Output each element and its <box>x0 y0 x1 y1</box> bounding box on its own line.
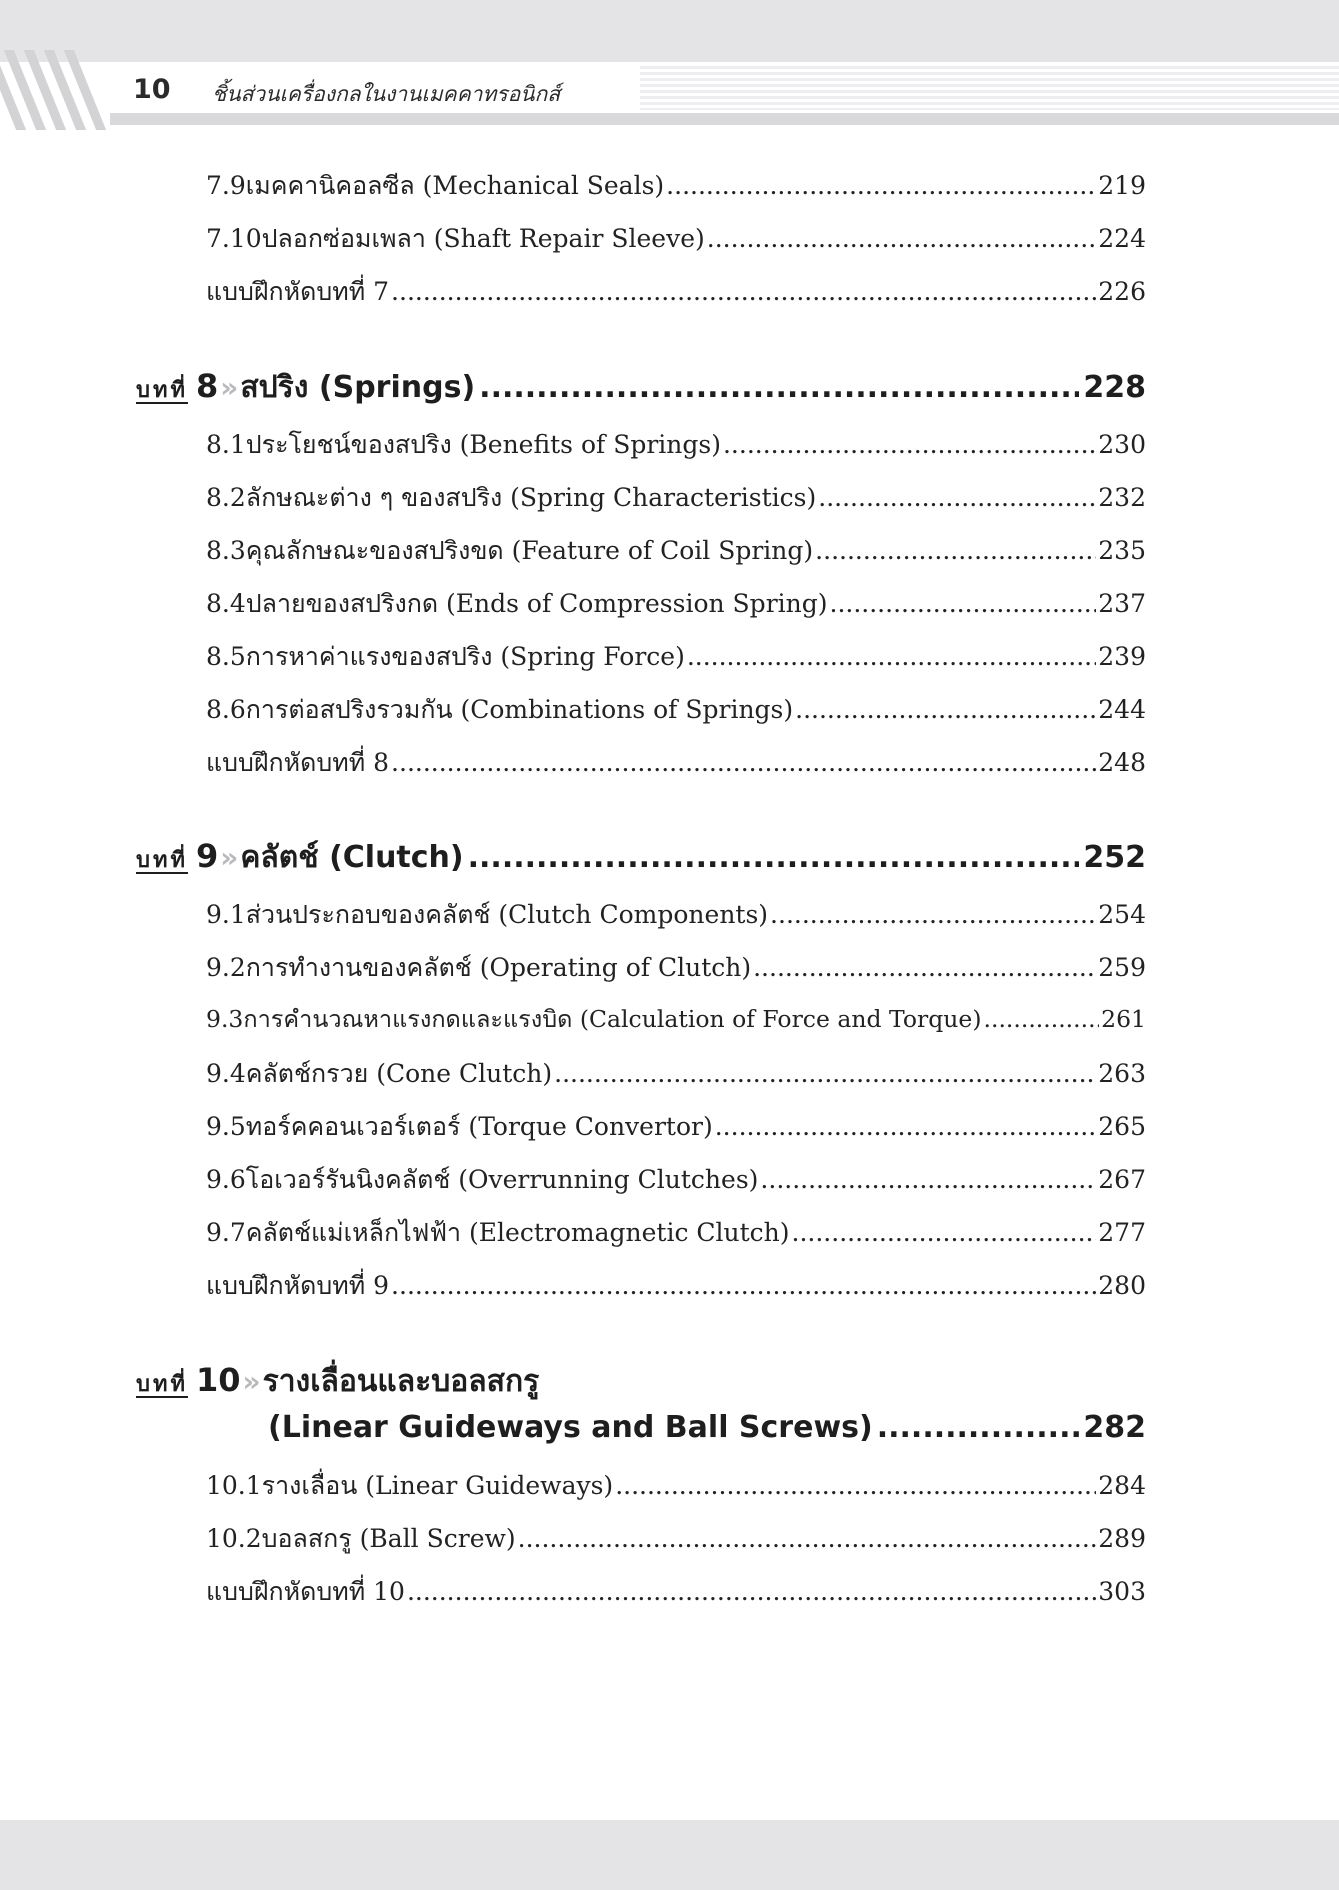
toc-entry[interactable] <box>206 1466 1146 1506</box>
entry-number: 9.7 <box>206 1218 246 1247</box>
toc-entry[interactable] <box>206 948 1146 988</box>
toc-exercise-entry[interactable] <box>206 272 1146 312</box>
chapter-title: คลัตช์ (Clutch) <box>240 840 464 875</box>
dot-leader <box>760 1165 1096 1194</box>
dot-leader <box>818 483 1096 512</box>
entry-page: 303 <box>1098 1577 1146 1606</box>
entry-label: คลัตช์แม่เหล็กไฟฟ้า (Electromagnetic Clutch) <box>245 1218 790 1247</box>
entry-number: 8.3 <box>206 536 246 565</box>
dot-leader <box>792 1218 1097 1247</box>
entry-page: 284 <box>1098 1471 1146 1500</box>
chapter-heading-9[interactable] <box>136 834 1146 881</box>
book-title: ชิ้นส่วนเครื่องกลในงานเมคคาทรอนิกส์ <box>212 82 561 106</box>
bottom-margin-band <box>0 1820 1339 1890</box>
entry-number: 9.6 <box>206 1165 246 1194</box>
chapter-page: 252 <box>1083 840 1146 875</box>
entry-number: 10.2 <box>206 1524 262 1553</box>
toc-entry[interactable] <box>206 1054 1146 1094</box>
dot-leader <box>479 370 1079 405</box>
dot-leader <box>815 536 1096 565</box>
entry-page: 259 <box>1098 953 1146 982</box>
entry-label: ประโยชน์ของสปริง (Benefits of Springs) <box>245 430 721 459</box>
dot-leader <box>518 1524 1097 1553</box>
dot-leader <box>666 171 1096 200</box>
dot-leader <box>554 1059 1096 1088</box>
chapter-word: บทที่ <box>136 848 188 873</box>
entry-label: แบบฝึกหัดบทที่ 9 <box>206 1271 390 1300</box>
dot-leader <box>830 589 1097 618</box>
entry-page: 224 <box>1098 224 1146 253</box>
chapter-page: 282 <box>1083 1410 1146 1445</box>
entry-number: 8.6 <box>206 695 246 724</box>
entry-page: 237 <box>1098 589 1146 618</box>
entry-number: 8.5 <box>206 642 246 671</box>
dot-leader <box>391 1271 1096 1300</box>
chapter-number: 8 <box>195 367 219 405</box>
dot-leader <box>770 900 1096 929</box>
entry-page: 219 <box>1098 171 1146 200</box>
toc-entry[interactable] <box>206 1001 1146 1038</box>
entry-label: การต่อสปริงรวมกัน (Combinations of Springs) <box>245 695 794 724</box>
header-stripe-pattern <box>640 66 1339 110</box>
dot-leader <box>391 277 1096 306</box>
dot-leader <box>468 840 1080 875</box>
entry-label: เมคคานิคอลซีล (Mechanical Seals) <box>245 171 665 200</box>
entry-page: 254 <box>1098 900 1146 929</box>
entry-number: 8.4 <box>206 589 246 618</box>
entry-label: แบบฝึกหัดบทที่ 8 <box>206 748 390 777</box>
entry-number: 7.9 <box>206 171 246 200</box>
dot-leader <box>707 224 1097 253</box>
dot-leader <box>715 1112 1097 1141</box>
chevron-double-right-icon: » <box>220 371 233 404</box>
entry-page: 239 <box>1098 642 1146 671</box>
entry-label: คลัตช์กรวย (Cone Clutch) <box>245 1059 553 1088</box>
page-number: 10 <box>133 74 171 105</box>
entry-label: ส่วนประกอบของคลัตช์ (Clutch Components) <box>245 900 769 929</box>
entry-number: 9.3 <box>206 1005 244 1033</box>
chevron-double-right-icon: » <box>242 1365 255 1398</box>
toc-entry[interactable] <box>206 1107 1146 1147</box>
dot-leader <box>407 1577 1096 1606</box>
entry-number: 9.1 <box>206 900 246 929</box>
chapter-heading-8[interactable] <box>136 364 1146 411</box>
entry-page: 280 <box>1098 1271 1146 1300</box>
toc-entry[interactable] <box>206 1519 1146 1559</box>
entry-label: ทอร์คคอนเวอร์เตอร์ (Torque Convertor) <box>245 1112 713 1141</box>
dot-leader <box>615 1471 1096 1500</box>
entry-number: 8.2 <box>206 483 246 512</box>
dot-leader <box>795 695 1096 724</box>
entry-page: 277 <box>1098 1218 1146 1247</box>
toc-entry[interactable] <box>206 1213 1146 1253</box>
top-margin-band <box>0 0 1339 62</box>
toc-entry[interactable] <box>206 584 1146 624</box>
chapter-heading-10-line2[interactable] <box>268 1410 1146 1445</box>
toc-entry[interactable] <box>206 478 1146 518</box>
toc-entry[interactable] <box>206 1160 1146 1200</box>
toc-entry[interactable] <box>206 895 1146 935</box>
toc-entry[interactable] <box>206 690 1146 730</box>
chapter-title: สปริง (Springs) <box>240 370 476 405</box>
toc-entry[interactable] <box>206 531 1146 571</box>
entry-page: 289 <box>1098 1524 1146 1553</box>
entry-number: 10.1 <box>206 1471 262 1500</box>
entry-page: 263 <box>1098 1059 1146 1088</box>
header-underline-bar <box>110 113 1339 125</box>
entry-page: 232 <box>1098 483 1146 512</box>
chapter-page: 228 <box>1083 370 1146 405</box>
entry-page: 248 <box>1098 748 1146 777</box>
entry-number: 7.10 <box>206 224 262 253</box>
toc-entry[interactable] <box>206 637 1146 677</box>
dot-leader <box>391 748 1096 777</box>
entry-number: 8.1 <box>206 430 246 459</box>
entry-number: 9.5 <box>206 1112 246 1141</box>
chapter-heading-10[interactable] <box>136 1358 539 1405</box>
entry-label: ลักษณะต่าง ๆ ของสปริง (Spring Characteristics) <box>245 483 817 512</box>
chapter-word: บทที่ <box>136 1372 188 1397</box>
entry-label: การทำงานของคลัตช์ (Operating of Clutch) <box>245 953 752 982</box>
entry-label: การหาค่าแรงของสปริง (Spring Force) <box>245 642 685 671</box>
entry-label: การคำนวณหาแรงกดและแรงบิด (Calculation of Force and Torque) <box>243 1005 982 1033</box>
chapter-number: 9 <box>195 837 219 875</box>
entry-label: ปลายของสปริงกด (Ends of Compression Spring) <box>245 589 828 618</box>
toc-entry[interactable] <box>206 166 1146 206</box>
dot-leader <box>687 642 1096 671</box>
entry-page: 267 <box>1098 1165 1146 1194</box>
entry-page: 265 <box>1098 1112 1146 1141</box>
entry-page: 230 <box>1098 430 1146 459</box>
entry-label: คุณลักษณะของสปริงขด (Feature of Coil Spring) <box>245 536 814 565</box>
entry-number: 9.2 <box>206 953 246 982</box>
entry-label: แบบฝึกหัดบทที่ 10 <box>206 1577 405 1606</box>
entry-page: 235 <box>1098 536 1146 565</box>
entry-label: แบบฝึกหัดบทที่ 7 <box>206 277 390 306</box>
entry-page: 244 <box>1098 695 1146 724</box>
chapter-title: รางเลื่อนและบอลสกรู <box>262 1364 540 1399</box>
toc-entry[interactable] <box>206 219 1146 259</box>
toc-exercise-entry[interactable] <box>206 1572 1146 1612</box>
toc-entry[interactable] <box>206 425 1146 465</box>
entry-page: 226 <box>1098 277 1146 306</box>
entry-label: บอลสกรู (Ball Screw) <box>261 1524 516 1553</box>
dot-leader <box>984 1005 1100 1033</box>
header-diagonal-stripes <box>0 50 120 130</box>
entry-label: รางเลื่อน (Linear Guideways) <box>261 1471 614 1500</box>
chapter-number: 10 <box>195 1361 241 1399</box>
dot-leader <box>877 1410 1080 1445</box>
dot-leader <box>753 953 1096 982</box>
dot-leader <box>723 430 1096 459</box>
toc-exercise-entry[interactable] <box>206 743 1146 783</box>
entry-label: โอเวอร์รันนิงคลัตช์ (Overrunning Clutches) <box>245 1165 759 1194</box>
entry-number: 9.4 <box>206 1059 246 1088</box>
entry-page: 261 <box>1101 1005 1146 1033</box>
chapter-word: บทที่ <box>136 378 188 403</box>
entry-label: ปลอกซ่อมเพลา (Shaft Repair Sleeve) <box>261 224 705 253</box>
chevron-double-right-icon: » <box>220 841 233 874</box>
toc-exercise-entry[interactable] <box>206 1266 1146 1306</box>
chapter-title-english: (Linear Guideways and Ball Screws) <box>268 1410 873 1445</box>
